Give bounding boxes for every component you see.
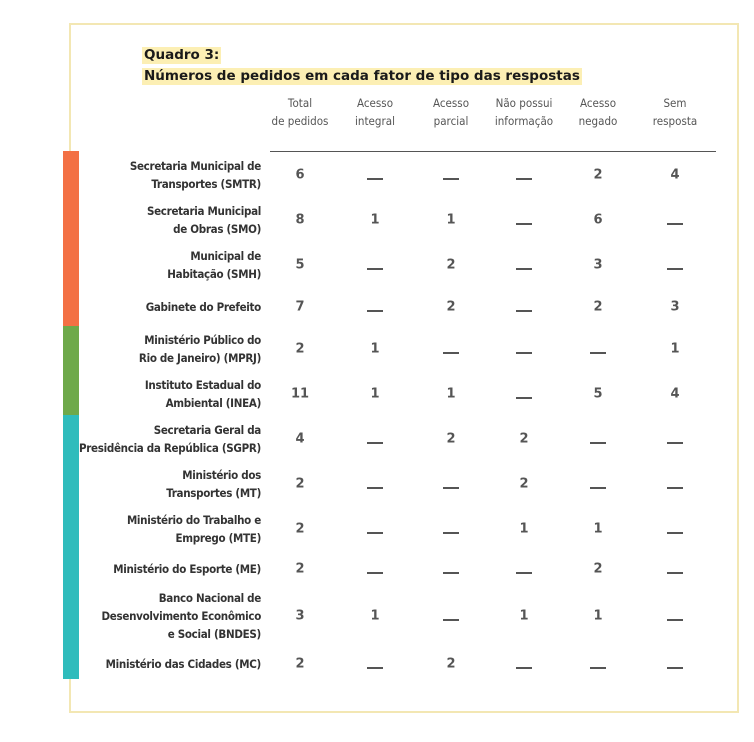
table-cell: 1 <box>370 341 380 357</box>
table-row <box>0 296 754 318</box>
table-cell: 2 <box>295 561 305 577</box>
empty-cell-dash <box>443 352 459 354</box>
table-cell: 8 <box>295 212 305 228</box>
empty-cell-dash <box>443 487 459 489</box>
table-cell: 2 <box>295 656 305 672</box>
table-cell: 2 <box>519 476 529 492</box>
table-cell: 3 <box>295 608 305 624</box>
table-cell: 1 <box>446 212 456 228</box>
row-label-line: Secretaria Municipal <box>146 204 261 218</box>
table-row <box>0 329 754 369</box>
table-cell: 7 <box>295 299 305 315</box>
row-label-line: Desenvolvimento Econômico <box>101 609 261 623</box>
empty-cell-dash <box>367 310 383 312</box>
table-cell: 2 <box>446 431 456 447</box>
table-cell: 1 <box>670 341 680 357</box>
row-label <box>166 466 261 502</box>
empty-cell-dash <box>516 572 532 574</box>
column-header <box>269 94 332 130</box>
empty-cell-dash <box>516 223 532 225</box>
row-label-line: Transportes (SMTR) <box>151 177 261 191</box>
table-cell: 2 <box>446 299 456 315</box>
empty-cell-dash <box>667 532 683 534</box>
table-cell: 4 <box>670 386 680 402</box>
empty-cell-dash <box>516 310 532 312</box>
row-label-line: Secretaria Municipal de <box>129 159 261 173</box>
empty-cell-dash <box>516 178 532 180</box>
table-cell: 2 <box>593 299 603 315</box>
table-cell: 6 <box>593 212 603 228</box>
row-label <box>147 202 261 238</box>
table-cell: 2 <box>295 341 305 357</box>
column-header <box>488 94 560 130</box>
empty-cell-dash <box>590 352 606 354</box>
empty-cell-dash <box>443 619 459 621</box>
table-cell: 1 <box>593 521 603 537</box>
row-label <box>106 655 261 673</box>
row-label-line: Ministério do Trabalho e <box>126 513 261 527</box>
column-header-line: informação <box>494 114 554 128</box>
table-cell: 3 <box>593 257 603 273</box>
column-header-line: Sem <box>663 96 687 110</box>
row-label <box>127 511 261 547</box>
column-header <box>424 94 478 130</box>
row-label-line: de Obras (SMO) <box>173 222 261 236</box>
empty-cell-dash <box>667 268 683 270</box>
table-cell: 2 <box>295 476 305 492</box>
table-row <box>0 464 754 504</box>
empty-cell-dash <box>667 667 683 669</box>
empty-cell-dash <box>590 442 606 444</box>
row-label <box>101 589 261 643</box>
table-cell: 2 <box>295 521 305 537</box>
table-row <box>0 509 754 549</box>
row-label-line: Rio de Janeiro) (MPRJ) <box>138 351 261 365</box>
empty-cell-dash <box>443 572 459 574</box>
row-label-line: e Social (BNDES) <box>167 627 261 641</box>
column-header-line: Não possui <box>495 96 553 110</box>
row-label <box>113 560 261 578</box>
table-cell: 3 <box>670 299 680 315</box>
row-label <box>79 421 261 457</box>
empty-cell-dash <box>590 667 606 669</box>
row-label-line: Emprego (MTE) <box>175 531 261 545</box>
table-cell: 1 <box>519 608 529 624</box>
row-label-line: Banco Nacional de <box>158 591 261 605</box>
table-cell: 5 <box>295 257 305 273</box>
table-cell: 6 <box>295 167 305 183</box>
empty-cell-dash <box>367 667 383 669</box>
empty-cell-dash <box>590 487 606 489</box>
empty-cell-dash <box>516 268 532 270</box>
empty-cell-dash <box>667 487 683 489</box>
empty-cell-dash <box>667 223 683 225</box>
table-row <box>0 200 754 240</box>
table-row <box>0 155 754 195</box>
table-cell: 2 <box>593 561 603 577</box>
table-cell: 1 <box>519 521 529 537</box>
column-header-line: Acesso <box>356 96 394 110</box>
empty-cell-dash <box>443 178 459 180</box>
table-row <box>0 558 754 580</box>
row-label <box>145 376 261 412</box>
empty-cell-dash <box>516 352 532 354</box>
empty-cell-dash <box>516 397 532 399</box>
empty-cell-dash <box>367 487 383 489</box>
row-label-line: Instituto Estadual do <box>144 378 261 392</box>
column-header-line: parcial <box>433 114 469 128</box>
empty-cell-dash <box>367 268 383 270</box>
table-cell: 1 <box>370 386 380 402</box>
row-label-line: Ministério dos <box>182 468 261 482</box>
column-header-line: Acesso <box>579 96 617 110</box>
column-header-line: resposta <box>652 114 698 128</box>
column-header <box>648 94 702 130</box>
row-label-line: Presidência da República (SGPR) <box>78 441 261 455</box>
row-label <box>139 331 261 367</box>
column-header <box>571 94 625 130</box>
row-label-line: Transportes (MT) <box>166 486 261 500</box>
table-cell: 1 <box>370 608 380 624</box>
title-text: Números de pedidos em cada fator de tipo das respostas <box>144 68 580 84</box>
empty-cell-dash <box>667 572 683 574</box>
column-header-line: negado <box>578 114 618 128</box>
table-cell: 2 <box>519 431 529 447</box>
row-label-line: Ministério do Esporte (ME) <box>113 562 261 576</box>
table-cell: 4 <box>670 167 680 183</box>
table-cell: 1 <box>593 608 603 624</box>
empty-cell-dash <box>367 572 383 574</box>
empty-cell-dash <box>367 532 383 534</box>
column-header-line: Acesso <box>432 96 470 110</box>
table-cell: 1 <box>446 386 456 402</box>
empty-cell-dash <box>667 442 683 444</box>
column-header <box>348 94 402 130</box>
empty-cell-dash <box>367 178 383 180</box>
column-header-line: Total <box>287 96 313 110</box>
empty-cell-dash <box>443 532 459 534</box>
row-label-line: Ministério das Cidades (MC) <box>105 657 261 671</box>
empty-cell-dash <box>367 442 383 444</box>
empty-cell-dash <box>667 619 683 621</box>
table-row <box>0 374 754 414</box>
table-row <box>0 245 754 285</box>
table-row <box>0 419 754 459</box>
table-title <box>142 44 582 86</box>
table-cell: 4 <box>295 431 305 447</box>
table-row <box>0 587 754 645</box>
row-label-line: Municipal de <box>190 249 261 263</box>
table-cell: 1 <box>370 212 380 228</box>
table-cell: 5 <box>593 386 603 402</box>
row-label-line: Habitação (SMH) <box>167 267 261 281</box>
row-label-line: Ministério Público do <box>144 333 261 347</box>
header-divider <box>270 151 716 152</box>
table-cell: 2 <box>446 257 456 273</box>
table-cell: 2 <box>446 656 456 672</box>
table-row <box>0 653 754 675</box>
row-label-line: Gabinete do Prefeito <box>145 300 261 314</box>
row-label-line: Secretaria Geral da <box>153 423 261 437</box>
table-cell: 2 <box>593 167 603 183</box>
empty-cell-dash <box>516 667 532 669</box>
row-label <box>167 247 261 283</box>
row-label-line: Ambiental (INEA) <box>165 396 261 410</box>
column-header-line: integral <box>355 114 395 128</box>
column-header-line: de pedidos <box>271 114 329 128</box>
row-label <box>146 298 261 316</box>
title-label: Quadro 3: <box>144 47 220 63</box>
table-cell: 11 <box>290 386 310 402</box>
row-label <box>130 157 261 193</box>
